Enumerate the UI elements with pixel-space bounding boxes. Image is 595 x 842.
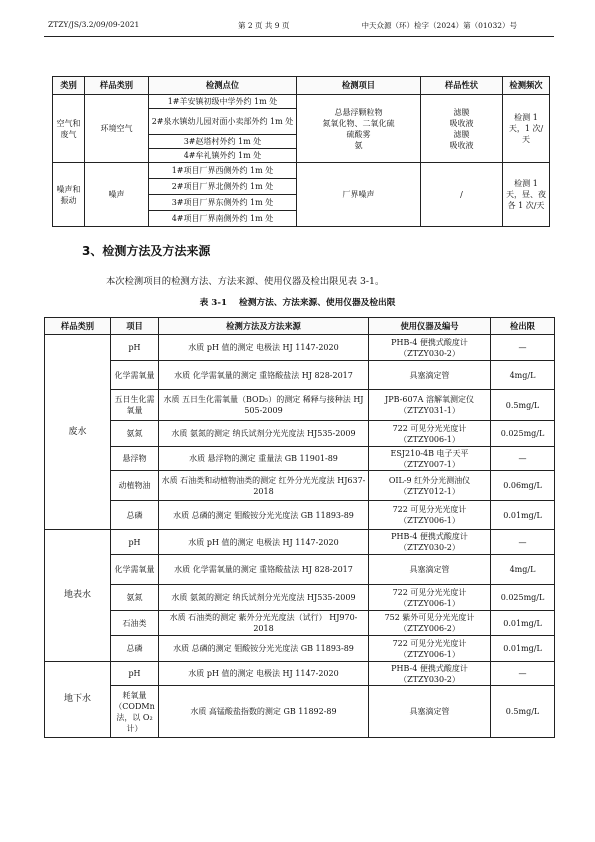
item-cell: pH bbox=[111, 662, 159, 686]
item-text: 氨 bbox=[354, 140, 363, 150]
instrument-cell: 722 可见分光光度计（ZTZY006-1） bbox=[369, 636, 491, 662]
limit-cell: — bbox=[491, 530, 555, 555]
property-text: 滤膜 bbox=[453, 107, 470, 117]
property-text: 吸收液 bbox=[449, 118, 474, 128]
table-row bbox=[45, 471, 555, 501]
instrument-cell: 具塞滴定管 bbox=[369, 555, 491, 585]
item-cell: 悬浮物 bbox=[111, 447, 159, 471]
instrument-cell: 具塞滴定管 bbox=[369, 361, 491, 390]
method-cell: 水质 pH 值的测定 电极法 HJ 1147-2020 bbox=[159, 530, 369, 555]
limit-cell: 4mg/L bbox=[491, 555, 555, 585]
report-number: 中天众源（环）检字（2024）第（01032）号 bbox=[361, 21, 517, 30]
table-row bbox=[45, 335, 555, 361]
instrument-cell: PHB-4 便携式酸度计（ZTZY030-2） bbox=[369, 335, 491, 361]
method-cell: 水质 化学需氧量的测定 重铬酸盐法 HJ 828-2017 bbox=[159, 361, 369, 390]
property-text: 吸收液 bbox=[449, 140, 474, 150]
header-cell: 检测项目 bbox=[297, 77, 421, 95]
method-cell: 水质 石油类和动植物油类的测定 红外分光光度法 HJ637-2018 bbox=[159, 471, 369, 501]
table-row bbox=[45, 447, 555, 471]
frequency-cell: 检测 1 天，1 次/天 bbox=[503, 95, 550, 163]
limit-cell: 0.06mg/L bbox=[491, 471, 555, 501]
methods-table bbox=[44, 317, 555, 738]
method-cell: 水质 高锰酸盐指数的测定 GB 11892-89 bbox=[159, 686, 369, 738]
point-cell: 2#泉水镇幼儿园对面小卖部外约 1m 处 bbox=[149, 109, 297, 135]
caption-number: 表 3-1 bbox=[199, 298, 228, 308]
table-row bbox=[53, 95, 550, 109]
instrument-cell: PHB-4 便携式酸度计（ZTZY030-2） bbox=[369, 662, 491, 686]
instrument-cell: 722 可见分光光度计（ZTZY006-1） bbox=[369, 501, 491, 530]
point-cell: 2#项目厂界北侧外约 1m 处 bbox=[149, 179, 297, 195]
header-cell: 样品性状 bbox=[421, 77, 503, 95]
limit-cell: 0.025mg/L bbox=[491, 421, 555, 447]
table-row bbox=[45, 636, 555, 662]
category-cell: 空气和废气 bbox=[53, 95, 85, 163]
header-rule bbox=[44, 36, 554, 37]
item-cell: 化学需氧量 bbox=[111, 555, 159, 585]
property-cell bbox=[421, 95, 503, 163]
property-cell: / bbox=[421, 163, 503, 227]
header-cell: 检测频次 bbox=[503, 77, 550, 95]
limit-cell: 4mg/L bbox=[491, 361, 555, 390]
limit-cell: — bbox=[491, 335, 555, 361]
item-cell: pH bbox=[111, 335, 159, 361]
method-cell: 水质 总磷的测定 钼酸铵分光光度法 GB 11893-89 bbox=[159, 636, 369, 662]
item-cell: 五日生化需氧量 bbox=[111, 390, 159, 421]
method-cell: 水质 总磷的测定 钼酸铵分光光度法 GB 11893-89 bbox=[159, 501, 369, 530]
item-text: 氮氧化物、二氧化硫 bbox=[322, 118, 395, 128]
point-cell: 1#项目厂界西侧外约 1m 处 bbox=[149, 163, 297, 179]
header-cell: 类别 bbox=[53, 77, 85, 95]
category-cell: 噪声和振动 bbox=[53, 163, 85, 227]
page-header bbox=[44, 20, 551, 34]
limit-cell: 0.01mg/L bbox=[491, 611, 555, 636]
point-cell: 3#项目厂界东侧外约 1m 处 bbox=[149, 195, 297, 211]
item-text: 硫酸雾 bbox=[346, 129, 371, 139]
item-cell: 氨氮 bbox=[111, 421, 159, 447]
doc-code: ZTZY/JS/3.2/09/09-2021 bbox=[48, 20, 140, 29]
instrument-cell: ESJ210-4B 电子天平（ZTZY007-1） bbox=[369, 447, 491, 471]
instrument-cell: OIL-9 红外分光测油仪（ZTZY012-1） bbox=[369, 471, 491, 501]
header-cell: 样品类别 bbox=[45, 318, 111, 335]
item-cell: 化学需氧量 bbox=[111, 361, 159, 390]
category-cell: 废水 bbox=[45, 335, 111, 530]
limit-cell: 0.5mg/L bbox=[491, 686, 555, 738]
sampling-table bbox=[52, 76, 550, 227]
table-row bbox=[45, 611, 555, 636]
property-text: 滤膜 bbox=[453, 129, 470, 139]
item-cell: pH bbox=[111, 530, 159, 555]
limit-cell: 0.01mg/L bbox=[491, 636, 555, 662]
section-title: 3、检测方法及方法来源 bbox=[82, 244, 211, 258]
sample-type-cell: 环境空气 bbox=[85, 95, 149, 163]
item-text: 总悬浮颗粒物 bbox=[334, 107, 383, 117]
table-header-row bbox=[53, 77, 550, 95]
header-cell: 使用仪器及编号 bbox=[369, 318, 491, 335]
point-cell: 4#项目厂界南侧外约 1m 处 bbox=[149, 211, 297, 227]
limit-cell: 0.5mg/L bbox=[491, 390, 555, 421]
method-cell: 水质 pH 值的测定 电极法 HJ 1147-2020 bbox=[159, 662, 369, 686]
table-row bbox=[45, 662, 555, 686]
item-cell: 总磷 bbox=[111, 636, 159, 662]
method-cell: 水质 石油类的测定 紫外分光光度法（试行） HJ970-2018 bbox=[159, 611, 369, 636]
header-cell: 检测点位 bbox=[149, 77, 297, 95]
method-cell: 水质 五日生化需氧量（BOD₅）的测定 稀释与接种法 HJ 505-2009 bbox=[159, 390, 369, 421]
method-cell: 水质 氨氮的测定 纳氏试剂分光光度法 HJ535-2009 bbox=[159, 585, 369, 611]
point-cell: 3#赵塔村外约 1m 处 bbox=[149, 135, 297, 149]
sample-type-cell: 噪声 bbox=[85, 163, 149, 227]
method-cell: 水质 悬浮物的测定 重量法 GB 11901-89 bbox=[159, 447, 369, 471]
table-row bbox=[45, 585, 555, 611]
header-cell: 检出限 bbox=[491, 318, 555, 335]
category-cell: 地下水 bbox=[45, 662, 111, 738]
category-cell: 地表水 bbox=[45, 530, 111, 662]
instrument-cell: 752 紫外可见分光光度计（ZTZY006-2） bbox=[369, 611, 491, 636]
table-row bbox=[45, 530, 555, 555]
table-row bbox=[45, 421, 555, 447]
table-row bbox=[45, 686, 555, 738]
frequency-cell: 检测 1 天，昼、夜各 1 次/天 bbox=[503, 163, 550, 227]
method-cell: 水质 化学需氧量的测定 重铬酸盐法 HJ 828-2017 bbox=[159, 555, 369, 585]
point-cell: 1#羊安镇初级中学外约 1m 处 bbox=[149, 95, 297, 109]
limit-cell: 0.01mg/L bbox=[491, 501, 555, 530]
instrument-cell: JPB-607A 溶解氧测定仪（ZTZY031-1） bbox=[369, 390, 491, 421]
table-row bbox=[45, 501, 555, 530]
table-row bbox=[45, 361, 555, 390]
item-cell: 耗氧量（CODMn 法，以 O₂ 计） bbox=[111, 686, 159, 738]
table-row bbox=[53, 163, 550, 179]
item-cell: 动植物油 bbox=[111, 471, 159, 501]
instrument-cell: 具塞滴定管 bbox=[369, 686, 491, 738]
page-number: 第 2 页 共 9 页 bbox=[238, 21, 290, 30]
item-cell: 总磷 bbox=[111, 501, 159, 530]
header-cell: 项目 bbox=[111, 318, 159, 335]
table-row bbox=[45, 390, 555, 421]
item-cell: 石油类 bbox=[111, 611, 159, 636]
limit-cell: — bbox=[491, 447, 555, 471]
method-cell: 水质 氨氮的测定 纳氏试剂分光光度法 HJ535-2009 bbox=[159, 421, 369, 447]
table-row bbox=[45, 555, 555, 585]
section-paragraph: 本次检测项目的检测方法、方法来源、使用仪器及检出限见表 3-1。 bbox=[106, 276, 385, 287]
instrument-cell: PHB-4 便携式酸度计（ZTZY030-2） bbox=[369, 530, 491, 555]
point-cell: 4#牟礼镇外约 1m 处 bbox=[149, 149, 297, 163]
items-cell: 厂界噪声 bbox=[297, 163, 421, 227]
limit-cell: — bbox=[491, 662, 555, 686]
table-header-row bbox=[45, 318, 555, 335]
item-cell: 氨氮 bbox=[111, 585, 159, 611]
limit-cell: 0.025mg/L bbox=[491, 585, 555, 611]
items-cell bbox=[297, 95, 421, 163]
instrument-cell: 722 可见分光光度计（ZTZY006-1） bbox=[369, 585, 491, 611]
table-caption bbox=[0, 296, 595, 308]
header-cell: 样品类别 bbox=[85, 77, 149, 95]
header-cell: 检测方法及方法来源 bbox=[159, 318, 369, 335]
caption-text: 检测方法、方法来源、使用仪器及检出限 bbox=[239, 298, 396, 308]
instrument-cell: 722 可见分光光度计（ZTZY006-1） bbox=[369, 421, 491, 447]
method-cell: 水质 pH 值的测定 电极法 HJ 1147-2020 bbox=[159, 335, 369, 361]
